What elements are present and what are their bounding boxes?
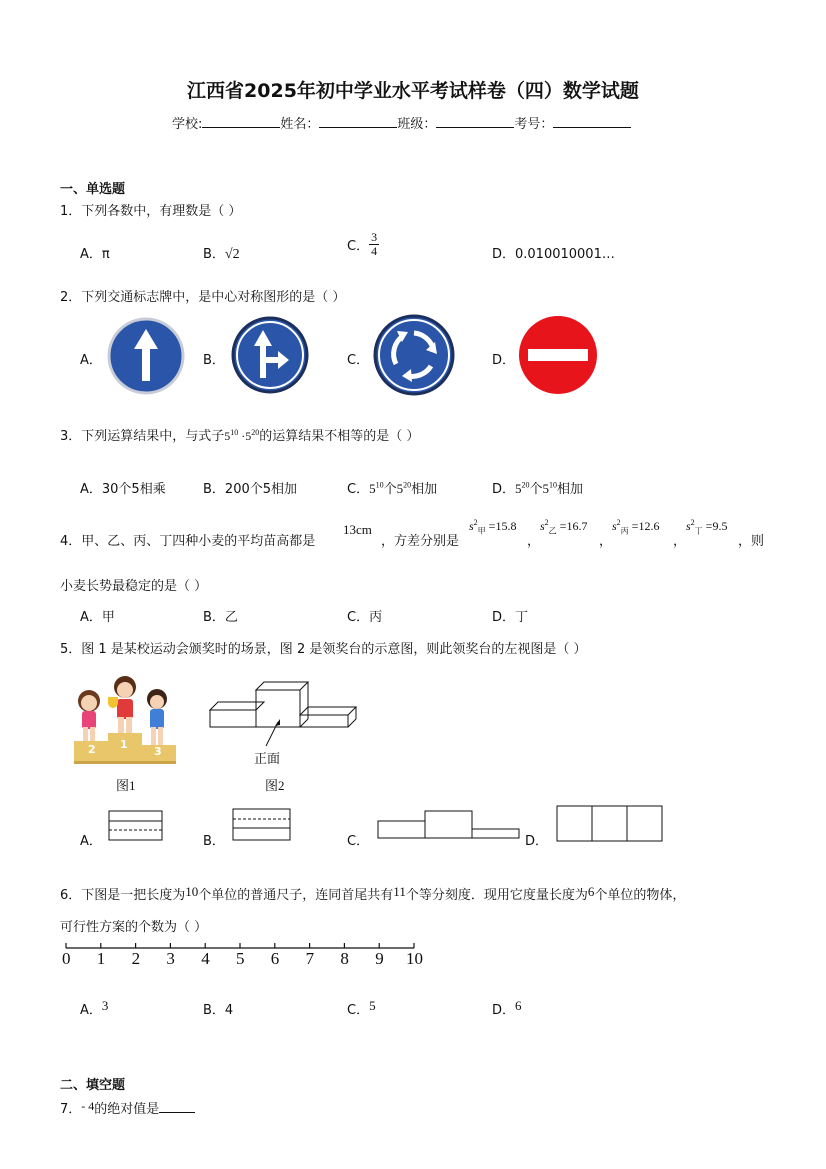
name-label: 姓名： xyxy=(280,117,320,132)
q6-a-prefix: A． xyxy=(80,1003,102,1018)
q4-option-d[interactable]: D．丁 xyxy=(492,610,529,625)
power-base: 5 xyxy=(369,481,376,496)
ruler-label: 8 xyxy=(340,949,349,968)
q4-option-b[interactable]: B．乙 xyxy=(203,610,238,625)
q1-option-c-prefix: C． xyxy=(347,239,370,254)
q1-option-b-prefix: B． xyxy=(203,247,225,262)
question-5: 5．图 1 是某校运动会颁奖时的场景，图 2 是领奖台的示意图，则此领奖台的左视图是（ ） xyxy=(60,642,587,657)
power-exponent: 20 xyxy=(403,480,412,490)
s-squared: 2 xyxy=(473,518,478,527)
q6-c-value: 5 xyxy=(369,998,376,1013)
fraction-3-4 xyxy=(369,231,379,258)
q2-option-c[interactable]: C． xyxy=(347,353,370,368)
award-podium-scene-illustration xyxy=(70,673,180,765)
straight-or-right-sign-icon xyxy=(231,316,309,394)
ruler-label: 9 xyxy=(375,949,384,968)
question-7 xyxy=(60,1098,195,1117)
ruler-label: 1 xyxy=(96,949,106,968)
power-base: 5 xyxy=(396,481,404,496)
question-6-line-2: 可行性方案的个数为（ ） xyxy=(60,920,208,935)
q5-option-b[interactable]: B． xyxy=(203,834,225,849)
variance-value: =12.6 xyxy=(631,519,660,533)
q5-option-a-figure xyxy=(108,810,164,842)
question-6-line-1 xyxy=(60,884,685,903)
ruler-label: 0 xyxy=(62,949,71,968)
q4-height-value: 13cm xyxy=(343,522,372,537)
q6-option-c[interactable] xyxy=(347,999,376,1018)
comma: ， xyxy=(673,534,687,549)
ruler-label: 2 xyxy=(131,949,141,968)
q6-text-mid2: 个等分刻度．现用它度量长度为 xyxy=(405,888,588,903)
figure-1-caption: 图1 xyxy=(116,778,136,793)
ruler-label: 6 xyxy=(270,949,280,968)
no-entry-sign-icon xyxy=(518,315,598,395)
q5-option-d[interactable]: D． xyxy=(525,834,549,849)
exam-no-label: 考号： xyxy=(514,117,554,132)
q3-d-mid: 个 xyxy=(529,482,543,497)
q5-option-a[interactable]: A． xyxy=(80,834,102,849)
section-title-single-choice: 一、单选题 xyxy=(60,182,126,197)
q6-option-a[interactable] xyxy=(80,999,108,1018)
ruler-label: 10 xyxy=(406,949,423,968)
s-letter: s xyxy=(686,519,691,533)
s-squared: 2 xyxy=(690,518,695,527)
expr-base: 5 xyxy=(245,429,252,443)
ruler-label: 7 xyxy=(305,949,315,968)
expr-base: 5 xyxy=(224,429,231,443)
s-letter: s xyxy=(540,519,545,533)
q7-text: 的绝对值是 xyxy=(94,1102,160,1117)
variance-yi xyxy=(540,518,587,536)
variance-sub: 乙 xyxy=(548,526,557,536)
q6-option-b[interactable]: B．4 xyxy=(203,1003,234,1018)
question-4-line-1: 4．甲、乙、丙、丁四种小麦的平均苗高都是 xyxy=(60,534,316,549)
q6-d-prefix: D． xyxy=(492,1003,516,1018)
front-direction-label: 正面 xyxy=(254,751,281,766)
q3-option-c[interactable] xyxy=(347,478,437,497)
q4-text-end: ，则 xyxy=(738,534,765,549)
variance-sub: 丁 xyxy=(694,526,703,536)
q3-text-pre: 3．下列运算结果中，与式子 xyxy=(60,429,225,444)
ruler-ticks xyxy=(66,943,414,948)
q6-object-length-value: 6 xyxy=(587,884,595,899)
s-letter: s xyxy=(612,519,617,533)
power-exponent: 20 xyxy=(521,480,530,490)
q3-option-b[interactable]: B．200个5相加 xyxy=(203,482,298,497)
s-squared: 2 xyxy=(616,518,621,527)
q6-option-d[interactable] xyxy=(492,999,522,1018)
ruler-label: 4 xyxy=(201,949,210,968)
variance-ding xyxy=(686,518,727,536)
q3-text-post: 的运算结果不相等的是（ ） xyxy=(259,429,420,444)
ruler-label: 5 xyxy=(236,949,245,968)
q3-option-a[interactable]: A．30个5相乘 xyxy=(80,482,166,497)
exam-no-blank[interactable] xyxy=(553,115,631,128)
podium-number-2: 2 xyxy=(88,743,96,756)
q4-text-mid: ，方差分别是 xyxy=(381,534,460,549)
q1-option-c[interactable] xyxy=(347,231,379,258)
student-info-line xyxy=(172,113,631,132)
roundabout-sign-icon xyxy=(373,314,455,396)
power-exponent: 10 xyxy=(549,480,558,490)
sqrt2-math: √2 xyxy=(224,247,240,262)
q7-answer-blank[interactable] xyxy=(159,1100,195,1113)
s-squared: 2 xyxy=(544,518,549,527)
question-4-line-2: 小麦长势最稳定的是（ ） xyxy=(60,579,208,594)
q6-text-pre: 6．下图是一把长度为 xyxy=(60,888,186,903)
q1-option-d[interactable]: D．0.010010001… xyxy=(492,247,615,262)
q3-c-prefix: C． xyxy=(347,482,370,497)
q3-c-suffix: 相加 xyxy=(411,482,438,497)
q7-negative-four: - 4 xyxy=(81,1099,95,1113)
variance-value: =16.7 xyxy=(559,519,588,533)
q6-ticks-value: 11 xyxy=(393,884,406,899)
q1-option-a[interactable]: A．π xyxy=(80,247,110,262)
q2-option-b[interactable]: B． xyxy=(203,353,225,368)
q5-option-d-figure xyxy=(556,805,664,843)
q3-c-mid: 个 xyxy=(383,482,397,497)
name-blank[interactable] xyxy=(319,115,397,128)
q3-d-suffix: 相加 xyxy=(557,482,584,497)
podium-number-1: 1 xyxy=(120,738,128,751)
q4-option-c[interactable]: C．丙 xyxy=(347,610,383,625)
comma: ， xyxy=(599,534,613,549)
podium-number-3: 3 xyxy=(154,745,162,758)
s-letter: s xyxy=(469,519,474,533)
q6-d-value: 6 xyxy=(515,998,522,1013)
variance-jia xyxy=(469,518,516,536)
variance-value: =9.5 xyxy=(705,519,728,533)
q1-option-b[interactable] xyxy=(203,243,240,263)
q4-option-a[interactable]: A．甲 xyxy=(80,610,115,625)
comma: ， xyxy=(527,534,541,549)
expr-exponent: 10 xyxy=(230,428,239,437)
class-label: 班级： xyxy=(397,117,437,132)
q2-option-d[interactable]: D． xyxy=(492,353,516,368)
question-1: 1．下列各数中，有理数是（ ） xyxy=(60,204,242,219)
variance-value: =15.8 xyxy=(488,519,517,533)
school-label: 学校: xyxy=(172,117,203,132)
variance-sub: 甲 xyxy=(477,526,486,536)
ruler-label: 3 xyxy=(166,949,175,968)
q5-option-c[interactable]: C． xyxy=(347,834,370,849)
fraction-numerator: 3 xyxy=(371,230,378,244)
question-3 xyxy=(60,425,419,444)
power-exponent: 10 xyxy=(375,480,384,490)
q3-d-prefix: D． xyxy=(492,482,516,497)
q6-length-value: 10 xyxy=(185,884,199,899)
power-base: 5 xyxy=(515,481,522,496)
q3-expression xyxy=(224,429,259,443)
q5-option-c-figure xyxy=(377,810,521,840)
q6-text-mid3: 个单位的物体， xyxy=(594,888,686,903)
expr-exponent: 20 xyxy=(251,428,260,437)
q7-prefix: 7． xyxy=(60,1102,82,1117)
figure-2-caption: 图2 xyxy=(265,778,285,793)
page-title: 江西省2025年初中学业水平考试样卷（四）数学试题 xyxy=(187,80,639,102)
q2-option-a[interactable]: A． xyxy=(80,353,102,368)
variance-sub: 丙 xyxy=(620,526,629,536)
fraction-denominator: 4 xyxy=(371,244,378,258)
question-2: 2．下列交通标志牌中，是中心对称图形的是（ ） xyxy=(60,290,346,305)
class-blank[interactable] xyxy=(436,115,514,128)
q3-option-d[interactable] xyxy=(492,478,583,497)
section-title-fill-in: 二、填空题 xyxy=(60,1078,126,1093)
straight-arrow-sign-icon xyxy=(107,317,185,395)
variance-bing xyxy=(612,518,659,536)
q6-a-value: 3 xyxy=(101,998,109,1013)
q6-text-mid1: 个单位的普通尺子，连同首尾共有 xyxy=(198,888,394,903)
expr-dot: · xyxy=(241,429,246,443)
power-base: 5 xyxy=(542,481,550,496)
school-blank[interactable] xyxy=(202,115,280,128)
q6-c-prefix: C． xyxy=(347,1003,370,1018)
podium-schematic-diagram xyxy=(208,678,362,768)
q5-option-b-figure xyxy=(232,808,292,842)
